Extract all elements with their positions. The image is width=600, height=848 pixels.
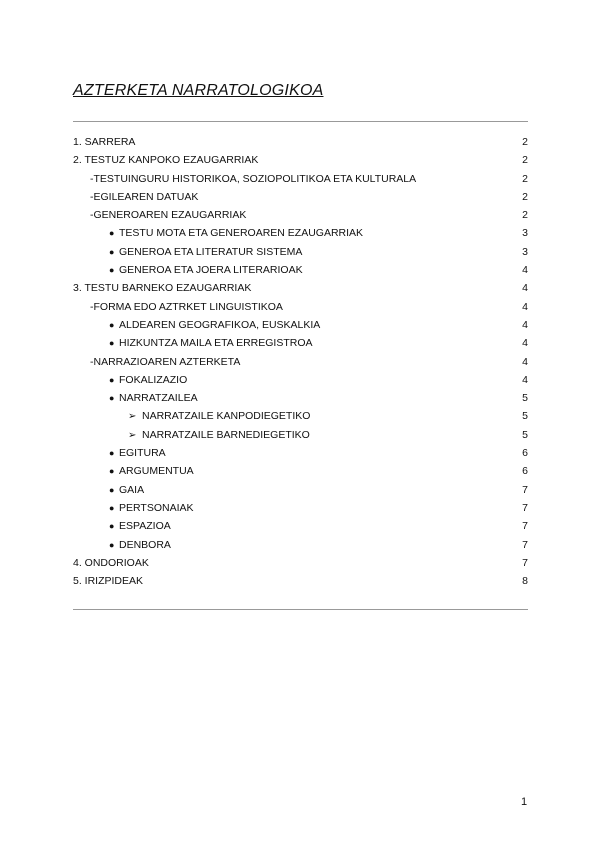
toc-entry[interactable]	[73, 206, 528, 224]
toc-entry[interactable]	[73, 133, 528, 151]
toc-entry-label	[109, 517, 171, 535]
bullet-icon: ●	[109, 502, 115, 513]
toc-entry-label	[109, 334, 313, 352]
toc-entry-text: 5. IRIZPIDEAK	[73, 575, 144, 588]
toc-entry[interactable]	[73, 499, 528, 517]
toc-entry-page: 4	[522, 282, 528, 295]
toc-entry-page: 4	[522, 300, 528, 313]
table-of-contents	[73, 133, 528, 590]
toc-entry-label	[73, 133, 135, 151]
toc-entry[interactable]	[73, 554, 528, 572]
toc-entry-page: 4	[522, 373, 528, 386]
toc-entry[interactable]	[73, 334, 528, 352]
toc-entry-label	[109, 462, 194, 480]
toc-entry-page: 5	[522, 392, 528, 405]
toc-entry-text: -NARRAZIOAREN AZTERKETA	[90, 355, 241, 368]
toc-entry-label	[109, 261, 303, 279]
toc-entry-page: 4	[522, 355, 528, 368]
toc-entry-text: 4. ONDORIOAK	[73, 556, 149, 569]
toc-entry-text: FOKALIZAZIO	[119, 373, 188, 386]
toc-entry-label	[109, 224, 363, 242]
toc-entry[interactable]	[73, 481, 528, 499]
bullet-icon: ●	[109, 228, 115, 239]
bullet-icon: ●	[109, 484, 115, 495]
toc-entry-page: 3	[522, 227, 528, 240]
toc-entry-text: TESTU MOTA ETA GENEROAREN EZAUGARRIAK	[119, 227, 364, 240]
bullet-icon: ●	[109, 319, 115, 330]
toc-entry-label	[90, 170, 416, 188]
toc-entry[interactable]	[73, 407, 528, 425]
arrow-bullet-icon: ➢	[128, 429, 137, 441]
toc-entry-text: 2. TESTUZ KANPOKO EZAUGARRIAK	[73, 154, 259, 167]
toc-entry[interactable]	[73, 371, 528, 389]
toc-entry-text: ARGUMENTUA	[119, 465, 194, 478]
toc-entry[interactable]	[73, 279, 528, 297]
page-number: 1	[521, 796, 528, 808]
toc-entry-label	[109, 389, 198, 407]
toc-entry[interactable]	[73, 298, 528, 316]
toc-entry-label	[73, 572, 143, 590]
toc-entry[interactable]	[73, 243, 528, 261]
toc-entry-label	[73, 554, 149, 572]
bullet-icon: ●	[109, 393, 115, 404]
toc-entry-page: 2	[522, 154, 528, 167]
toc-entry-label	[73, 151, 258, 169]
toc-entry[interactable]	[73, 444, 528, 462]
toc-entry-label	[109, 536, 171, 554]
toc-entry-label	[90, 353, 240, 371]
toc-entry-text: DENBORA	[119, 538, 171, 551]
toc-entry-label	[109, 481, 144, 499]
toc-entry-page: 5	[522, 428, 528, 441]
toc-entry-label	[73, 279, 251, 297]
toc-entry-text: GAIA	[119, 483, 145, 496]
toc-entry-label	[128, 407, 310, 426]
bullet-icon: ●	[109, 521, 115, 532]
toc-entry-page: 5	[522, 410, 528, 423]
toc-entry-page: 2	[522, 209, 528, 222]
toc-entry-text: GENEROA ETA JOERA LITERARIOAK	[119, 264, 303, 277]
toc-entry[interactable]	[73, 261, 528, 279]
toc-entry-text: ALDEAREN GEOGRAFIKOA, EUSKALKIA	[119, 318, 321, 331]
bottom-divider	[73, 609, 528, 610]
toc-entry-page: 7	[522, 556, 528, 569]
toc-entry[interactable]	[73, 462, 528, 480]
toc-entry-label	[109, 444, 166, 462]
toc-entry-label	[109, 371, 187, 389]
toc-entry-text: -EGILEAREN DATUAK	[90, 190, 199, 203]
toc-entry-text: 3. TESTU BARNEKO EZAUGARRIAK	[73, 282, 252, 295]
toc-entry-page: 2	[522, 136, 528, 148]
toc-entry[interactable]	[73, 353, 528, 371]
toc-entry-text: NARRATZAILEA	[119, 392, 198, 405]
toc-entry-label	[90, 206, 246, 224]
toc-entry-text: EGITURA	[119, 447, 166, 460]
toc-entry[interactable]	[73, 151, 528, 169]
toc-entry[interactable]	[73, 536, 528, 554]
bullet-icon: ●	[109, 466, 115, 477]
toc-entry-page: 7	[522, 520, 528, 533]
toc-entry-page: 2	[522, 190, 528, 203]
bullet-icon: ●	[109, 338, 115, 349]
toc-entry-text: NARRATZAILE KANPODIEGETIKO	[142, 410, 311, 423]
toc-entry-text: -GENEROAREN EZAUGARRIAK	[90, 209, 247, 222]
toc-entry-text: 1. SARRERA	[73, 136, 136, 148]
bullet-icon: ●	[109, 539, 115, 550]
toc-entry-page: 7	[522, 501, 528, 514]
toc-entry-page: 7	[522, 483, 528, 496]
toc-entry-page: 3	[522, 245, 528, 258]
bullet-icon: ●	[109, 265, 115, 276]
toc-entry-text: NARRATZAILE BARNEDIEGETIKO	[142, 428, 310, 441]
toc-entry-text: -TESTUINGURU HISTORIKOA, SOZIOPOLITIKOA ETA KULTURALA	[90, 172, 417, 185]
arrow-bullet-icon: ➢	[128, 411, 137, 423]
toc-entry-label	[90, 188, 198, 206]
toc-entry[interactable]	[73, 170, 528, 188]
toc-entry[interactable]	[73, 224, 528, 242]
toc-entry[interactable]	[73, 389, 528, 407]
toc-entry-text: -FORMA EDO AZTRKET LINGUISTIKOA	[90, 300, 283, 313]
toc-entry[interactable]	[73, 426, 528, 444]
toc-entry-page: 4	[522, 337, 528, 350]
toc-entry-text: GENEROA ETA LITERATUR SISTEMA	[119, 245, 303, 258]
toc-entry[interactable]	[73, 316, 528, 334]
toc-entry[interactable]	[73, 188, 528, 206]
toc-entry[interactable]	[73, 517, 528, 535]
toc-entry-label	[109, 499, 194, 517]
toc-entry-text: PERTSONAIAK	[119, 501, 194, 514]
toc-entry-label	[128, 426, 310, 445]
toc-entry-text: HIZKUNTZA MAILA ETA ERREGISTROA	[119, 337, 313, 350]
toc-entry-text: ESPAZIOA	[119, 520, 171, 533]
toc-entry-page: 6	[522, 465, 528, 478]
toc-entry-label	[90, 298, 283, 316]
toc-entry-page: 4	[522, 318, 528, 331]
toc-entry-page: 4	[522, 264, 528, 277]
toc-entry[interactable]	[73, 572, 528, 590]
toc-entry-page: 8	[522, 575, 528, 588]
top-divider	[73, 121, 528, 122]
bullet-icon: ●	[109, 448, 115, 459]
bullet-icon: ●	[109, 246, 115, 257]
toc-entry-label	[109, 243, 302, 261]
toc-entry-page: 7	[522, 538, 528, 551]
toc-entry-label	[109, 316, 320, 334]
document-title: AZTERKETA NARRATOLOGIKOA	[73, 82, 324, 99]
toc-entry-page: 2	[522, 172, 528, 185]
toc-entry-page: 6	[522, 447, 528, 460]
bullet-icon: ●	[109, 374, 115, 385]
